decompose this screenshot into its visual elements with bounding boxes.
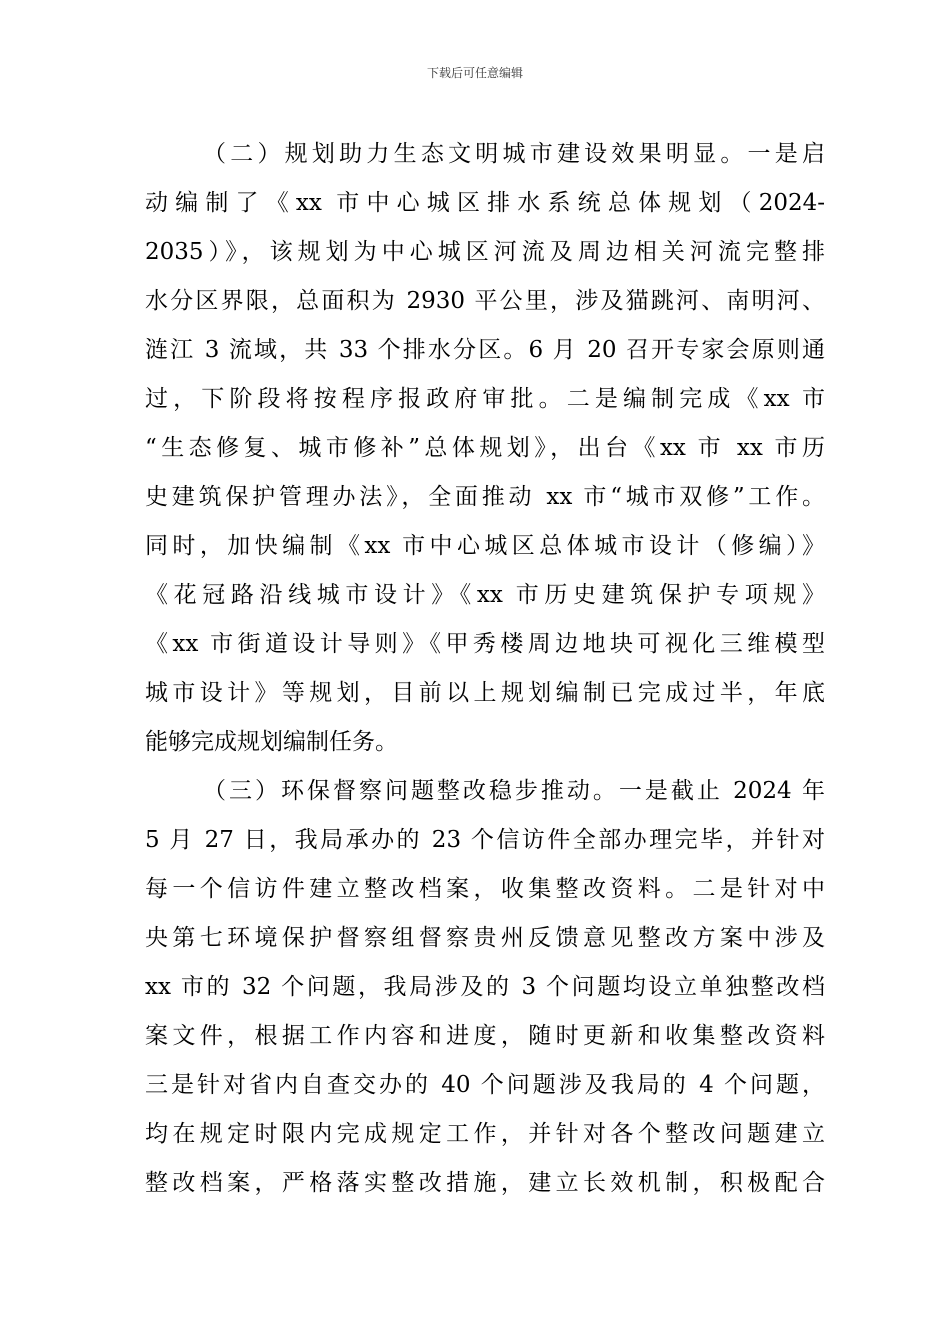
text-line: 动编制了《xx 市中心城区排水系统总体规划（2024- [145,190,825,216]
text-line: “生态修复、城市修补”总体规划》，出台《xx 市 xx 市历 [145,435,825,461]
text-line: 2035）》，该规划为中心城区河流及周边相关河流完整排 [145,239,825,265]
text-line: 水分区界限，总面积为 2930 平公里，涉及猫跳河、南明河、 [145,288,825,314]
text-line: 《花冠路沿线城市设计》《xx 市历史建筑保护专项规》 [145,582,825,608]
text-line: 同时，加快编制《xx 市中心城区总体城市设计（修编）》 [145,533,825,559]
text-line: 每一个信访件建立整改档案，收集整改资料。二是针对中 [145,876,825,902]
text-line: 过，下阶段将按程序报政府审批。二是编制完成《xx 市 [145,386,825,412]
text-line: 《xx 市街道设计导则》《甲秀楼周边地块可视化三维模型 [145,631,825,657]
text-line: 央第七环境保护督察组督察贵州反馈意见整改方案中涉及 [145,925,825,951]
paragraph-inspection [145,767,825,1208]
text-line: （二）规划助力生态文明城市建设效果明显。一是启 [203,141,825,167]
document-body [145,130,825,1208]
text-line: 涟江 3 流域，共 33 个排水分区。6 月 20 召开专家会原则通 [145,337,825,363]
text-line: 能够完成规划编制任务。 [145,729,398,755]
paragraph-planning [145,130,825,767]
text-line: 5 月 27 日，我局承办的 23 个信访件全部办理完毕，并针对 [145,827,825,853]
page-header: 下载后可任意编辑 [426,66,523,80]
text-line: 三是针对省内自查交办的 40 个问题涉及我局的 4 个问题， [145,1072,825,1098]
text-line: 整改档案，严格落实整改措施，建立长效机制，积极配合 [145,1170,825,1196]
text-line: （三）环保督察问题整改稳步推动。一是截止 2024 年 [203,778,825,804]
text-line: 城市设计》等规划，目前以上规划编制已完成过半，年底 [145,680,825,706]
text-line: 史建筑保护管理办法》，全面推动 xx 市“城市双修”工作。 [145,484,825,510]
text-line: 案文件，根据工作内容和进度，随时更新和收集整改资料 [145,1023,825,1049]
text-line: xx 市的 32 个问题，我局涉及的 3 个问题均设立单独整改档 [145,974,825,1000]
text-line: 均在规定时限内完成规定工作，并针对各个整改问题建立 [145,1121,825,1147]
